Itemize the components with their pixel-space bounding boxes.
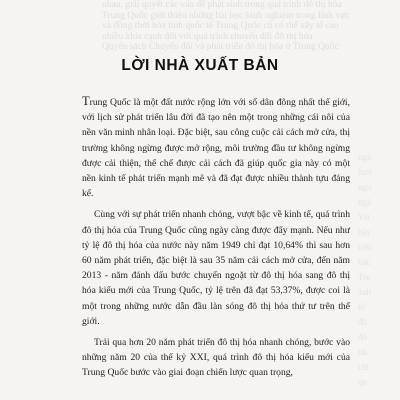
edge-ghost-fragment: Vớ <box>358 212 370 222</box>
bleed-through-edge <box>358 150 400 400</box>
bleed-through-line: Quyển sách Chuyển đổi và phát triển đô thị hóa ở Trung Quốc <box>102 42 339 52</box>
edge-ghost-fragment: tổ <box>358 302 366 312</box>
paragraph-text: rung Quốc là một đất nước rộng lớn với số dân đông nhất thế giới, với lịch sử phát triển lâu đời đã tạo nên một trong những cái nôi của nền văn minh nhân loại. Đặc biệt, sau công cuộc cải cách mở cửa, thị trường không ngừng được mở rộng, môi trường đầu tư không ngừng được cải thiện, thể chế được cải cách đã giúp quốc gia này có một nền kinh tế phát triển mạnh mẽ và đã đạt được nhiều thành tựu đáng kể. <box>82 97 350 200</box>
edge-ghost-fragment: tiến <box>358 242 372 252</box>
edge-ghost-fragment: nh <box>358 347 367 357</box>
edge-ghost-fragment: bày <box>358 227 371 237</box>
paragraph-1 <box>82 94 350 201</box>
bleed-through-line: nhiều khía cạnh đối với quá trình chuyển đổi đô thị hóa <box>102 31 313 42</box>
edge-ghost-fragment: ngu <box>358 182 372 192</box>
bleed-through-line: và đồng thời hóa tính quốc tế Trung Quốc cũ có thể xây tế cao <box>102 21 339 31</box>
edge-ghost-fragment: bậc <box>358 257 371 267</box>
bleed-through-text <box>0 0 400 56</box>
edge-ghost-fragment: đô <box>358 317 367 327</box>
page-heading: LỜI NHÀ XUẤT BẢN <box>121 57 279 74</box>
bleed-through-line: Trung Quốc giới thiệu những bài học kinh nghiệm trong lĩnh vực <box>102 10 350 21</box>
paragraph-3: Trải qua hơn 20 năm phát triển đô thị hóa nhanh chóng, bước vào những năm 20 của thế kỷ XXI, quá trình đô thị hóa kiểu mới của Trung Quốc bước vào giai đoạn chiến lược quan trọng, <box>82 337 350 379</box>
edge-ghost-fragment: ngà <box>358 197 371 207</box>
edge-ghost-fragment: ngà <box>358 152 371 162</box>
edge-ghost-fragment: Tru <box>358 272 371 282</box>
dropcap-letter: T <box>82 94 90 108</box>
edge-ghost-fragment: đô <box>358 332 367 342</box>
preface-body <box>82 94 350 387</box>
edge-ghost-fragment: qu <box>358 377 367 387</box>
bleed-through-line: nhau, giải quyết các vấn đề phát sinh trong quá trình đô thị hóa <box>102 0 342 10</box>
edge-ghost-fragment: ảnh <box>358 287 371 297</box>
edge-ghost-fragment: chỉ <box>358 362 369 372</box>
edge-ghost-fragment: hướ <box>358 167 373 177</box>
paragraph-2: Cùng với sự phát triển nhanh chóng, vượt bậc về kinh tế, quá trình đô thị hóa của Trung Quốc cũng ngày càng được đẩy mạnh. Nếu như tỷ lệ đô thị hóa của nước này năm 1949 chỉ đạt 10,64% thì sau hơn 60 năm phát triển, đặc biệt là sau 35 năm cải cách mở cửa, đến năm 2013 - năm đánh dấu bước chuyển ngoặt từ đô thị hóa sang đô thị hóa kiểu mới của Trung Quốc, tỷ lệ trên đã đạt 53,37%, được coi là một trong những nước dẫn đầu làn sóng đô thị hóa thứ tư trên thế giới. <box>82 209 350 327</box>
